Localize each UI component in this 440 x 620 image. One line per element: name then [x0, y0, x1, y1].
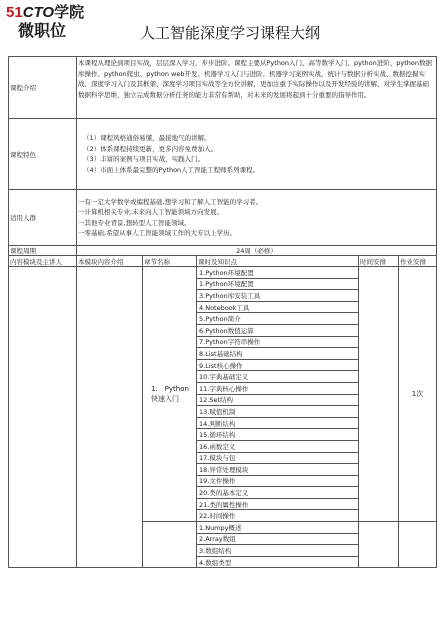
- logo-wordmark: [6, 4, 86, 21]
- chapter-name: [143, 522, 197, 568]
- topic-cell: 14.判断结构: [197, 417, 359, 429]
- topic-cell: 2.Array数组: [197, 533, 359, 545]
- topic-cell: 19.文件操作: [197, 475, 359, 487]
- audience-item: 一其他专业背景,想转型人工智能领域。: [78, 218, 191, 227]
- topic-cell: 9.List核心操作: [197, 359, 359, 371]
- column-header-row: [9, 256, 437, 267]
- table-row: [9, 267, 437, 279]
- column-header: 本模块内容介绍: [77, 256, 143, 267]
- audience-label: 适用人群: [9, 190, 77, 246]
- topic-cell: 8.List基础结构: [197, 348, 359, 360]
- column-header: 时间安排: [359, 256, 399, 267]
- logo-cto: CTO: [22, 4, 55, 21]
- 51cto-logo: [6, 4, 86, 54]
- topic-cell: 4.数组类型: [197, 556, 359, 568]
- course-outline-table: [8, 56, 437, 568]
- audience-row: [9, 190, 437, 246]
- feature-item: （1）课程风格通俗易懂，最接地气的讲解。: [83, 134, 211, 142]
- column-header: 作业安排: [399, 256, 437, 267]
- chapter-name: 1. Python快速入门: [143, 267, 197, 522]
- column-header: 章节名称: [143, 256, 197, 267]
- page-title: 人工智能深度学习课程大纲: [140, 24, 321, 42]
- topic-cell: 7.Python字符串操作: [197, 336, 359, 348]
- audience-item: 一零基础,希望从事人工智能领域工作的大专以上学历。: [78, 229, 237, 237]
- topic-cell: 4.Notebook工具: [197, 301, 359, 313]
- audience-item: 一有一定大学数学或编程基础,想学习和了解人工智能的学习者。: [78, 197, 263, 206]
- logo-xueyuan: 学院: [54, 4, 85, 21]
- topic-cell: 18.异常处理模块: [197, 464, 359, 476]
- topic-cell: 1.Python环境配置: [197, 278, 359, 290]
- column-header: 内容模块及主讲人: [9, 256, 77, 267]
- topic-cell: 22.时间操作: [197, 510, 359, 522]
- period-label: 课程周期: [9, 246, 77, 256]
- topic-cell: 6.Python数值运算: [197, 324, 359, 336]
- features-row: [9, 119, 437, 190]
- topic-cell: 21.类的属性操作: [197, 498, 359, 510]
- topic-cell: 5.Python简介: [197, 313, 359, 325]
- time-cell: [359, 522, 399, 568]
- topic-cell: 20.类的基本定义: [197, 487, 359, 499]
- homework-cell: 1次: [399, 267, 437, 522]
- topic-cell: 1.Python环境配置: [197, 267, 359, 279]
- intro-label: 课程介绍: [9, 57, 77, 119]
- logo-subtitle: 微职位: [18, 21, 67, 40]
- intro-row: [9, 57, 437, 119]
- audience-item: 一计算机相关专业,未来向人工智能领域方向发展。: [78, 208, 224, 216]
- audience-list: [77, 190, 437, 246]
- feature-item: （2）体系课程持续更新，更多内容免费加入。: [83, 144, 218, 153]
- topic-cell: 13.赋值机制: [197, 406, 359, 418]
- topic-cell: 3.数组结构: [197, 545, 359, 557]
- column-header: 课时及知识点: [197, 256, 359, 267]
- topic-cell: 10.字典基础定义: [197, 371, 359, 383]
- topic-cell: 12.Set结构: [197, 394, 359, 406]
- feature-item: （3）丰富的案例与项目实战，实践入门。: [83, 155, 205, 163]
- topic-cell: 1.Numpy概述: [197, 522, 359, 534]
- intro-text: 本课程从理论到项目实战，层层深入学习，步步进阶。课程主要从Python入门、高等数学入门、python进阶、python数据库操作、python爬虫、python web开发、机器学习入门与进阶、机器学习案例实战、统计与数据分析实战、数据挖掘实战、深度学习入门及其框架、深度学习项目实战等全方位讲解，更加注重于实际操作以及开发经验的讲解，对学生掌握基础数据科学思维，独立完成数据分析任务的能力非常有帮助，对未来的发展将起到十分重要的指导作用。: [77, 57, 437, 119]
- homework-cell: [399, 522, 437, 568]
- page-header: [0, 0, 440, 58]
- topic-cell: 16.函数定义: [197, 440, 359, 452]
- topic-cell: 15.循环结构: [197, 429, 359, 441]
- topic-cell: 17.模块与包: [197, 452, 359, 464]
- module-cell: [9, 267, 77, 568]
- feature-item: （4）市面上体系最完整的Python人工智能工程师系列课程。: [83, 165, 260, 174]
- features-label: 课程特色: [9, 119, 77, 190]
- logo-number: 51: [6, 4, 23, 21]
- topic-cell: 11.字典核心操作: [197, 382, 359, 394]
- time-cell: [359, 267, 399, 522]
- topic-cell: 3.Python库安装工具: [197, 290, 359, 302]
- period-value: 24周（必修）: [77, 246, 437, 256]
- module-desc-cell: [77, 267, 143, 568]
- features-list: [77, 119, 437, 190]
- period-row: [9, 246, 437, 256]
